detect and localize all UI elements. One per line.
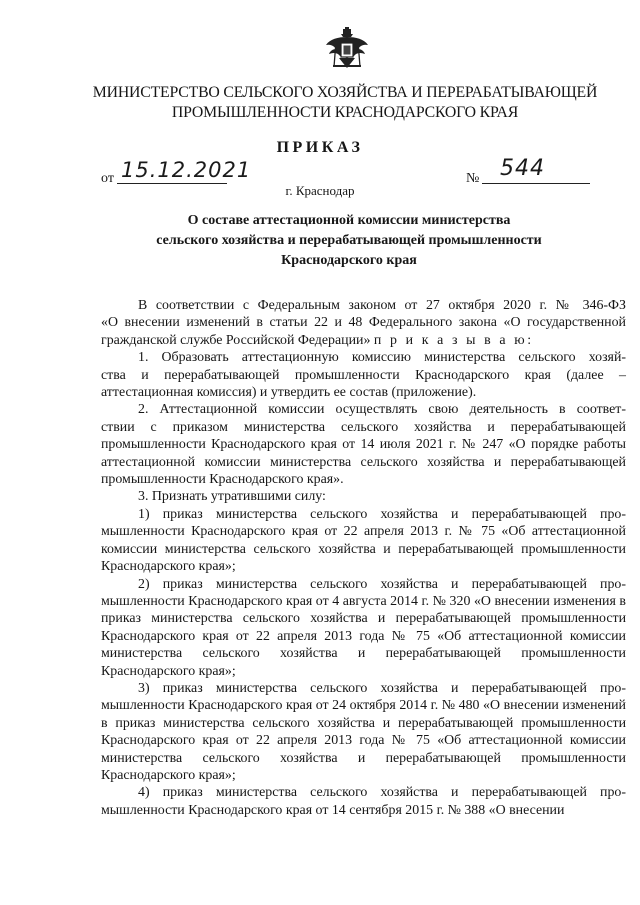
paragraph-first-line: 2. Аттестационной комиссии осуществлять свою деятельность в соответ- bbox=[138, 402, 626, 418]
clause-3 bbox=[138, 488, 626, 505]
paragraph-text: ства и перерабатывающей промышленности Краснодарского края (далее – аттестационная комиссия) и утвердить ее состав (приложение). bbox=[101, 367, 626, 401]
clause-3-item-1 bbox=[101, 506, 626, 576]
number-value: 544 bbox=[500, 156, 545, 181]
paragraph-text: «О внесении изменений в статьи 22 и 48 Федерального закона «О государственной гражданской службе Российской Федерации» bbox=[101, 315, 626, 348]
paragraph-first-line: 1) приказ министерства сельского хозяйства и перерабатывающей про- bbox=[138, 506, 626, 522]
paragraph-text: мышленности Краснодарского края от 14 сентября 2015 г. № 388 «О внесении bbox=[101, 802, 565, 818]
paragraph-text: мышленности Краснодарского края от 4 августа 2014 г. № 320 «О внесении изменения в приказ министерства сельского хозяйства и перерабатывающей промышленности Краснодарского края от 22 апреля 2013 года № 75 «Об аттестационной комиссии министерства сельского хозяйства и перерабатывающей промышленности Краснодарского края»; bbox=[101, 593, 626, 679]
city: г. Краснодар bbox=[285, 183, 355, 198]
clause-2 bbox=[101, 401, 626, 488]
order-word: п р и к а з ы в а ю: bbox=[373, 332, 534, 348]
date-value: 15.12.2021 bbox=[121, 158, 252, 182]
paragraph-first-line: 2) приказ министерства сельского хозяйства и перерабатывающей про- bbox=[138, 576, 626, 592]
clause-3-item-2 bbox=[101, 576, 626, 680]
coat-of-arms-icon bbox=[324, 27, 370, 69]
order-subject bbox=[60, 211, 638, 271]
clause-1 bbox=[101, 349, 626, 401]
clause-3-item-4 bbox=[101, 784, 626, 819]
paragraph-text: ствии с приказом министерства сельского хозяйства и перерабатывающей промышленности Краснодарского края от 14 июля 2021 г. № 247 «О порядке работы аттестационной комиссии министерства сельского хозяйства и перерабатывающей промышленности Краснодарского края». bbox=[101, 419, 626, 488]
paragraph-first-line: 1. Образовать аттестационную комиссию министерства сельского хозяй- bbox=[138, 350, 626, 366]
document-type: ПРИКАЗ bbox=[276, 139, 364, 156]
paragraph-first-line: 3) приказ министерства сельского хозяйства и перерабатывающей про- bbox=[138, 680, 626, 696]
date-prefix: от bbox=[101, 171, 114, 186]
paragraph-first-line: В соответствии с Федеральным законом от 27 октября 2020 г. № 346-ФЗ bbox=[138, 298, 626, 313]
ministry-name-line-2: ПРОМЫШЛЕННОСТИ КРАСНОДАРСКОГО КРАЯ bbox=[171, 104, 519, 121]
clause-3-item-3 bbox=[101, 680, 626, 784]
order-body bbox=[101, 297, 626, 819]
subject-line-1: О составе аттестационной комиссии министерства bbox=[187, 213, 511, 228]
subject-line-3: Краснодарского края bbox=[281, 253, 417, 268]
subject-line-2: сельского хозяйства и перерабатывающей промышленности bbox=[156, 233, 542, 248]
paragraph-text: 3. Признать утратившими силу: bbox=[138, 489, 326, 505]
number-prefix: № bbox=[466, 171, 480, 186]
ministry-name bbox=[80, 83, 610, 123]
ministry-name-line-1: МИНИСТЕРСТВО СЕЛЬСКОГО ХОЗЯЙСТВА И ПЕРЕРАБАТЫВАЮЩЕЙ bbox=[92, 84, 598, 101]
preamble-paragraph bbox=[101, 297, 626, 349]
paragraph-text: мышленности Краснодарского края от 22 апреля 2013 г. № 75 «Об аттестационной комиссии министерства сельского хозяйства и перерабатывающей промышленности Краснодарского края»; bbox=[101, 524, 626, 575]
paragraph-text: мышленности Краснодарского края от 24 октября 2014 г. № 480 «О внесении изменений в приказ министерства сельского хозяйства и перерабатывающей промышленности Краснодарского края от 22 апреля 2013 года № 75 «Об аттестационной комиссии министерства сельского хозяйства и перерабатывающей промышленности Краснодарского края»; bbox=[101, 698, 626, 783]
paragraph-first-line: 4) приказ министерства сельского хозяйства и перерабатывающей про- bbox=[138, 785, 626, 801]
